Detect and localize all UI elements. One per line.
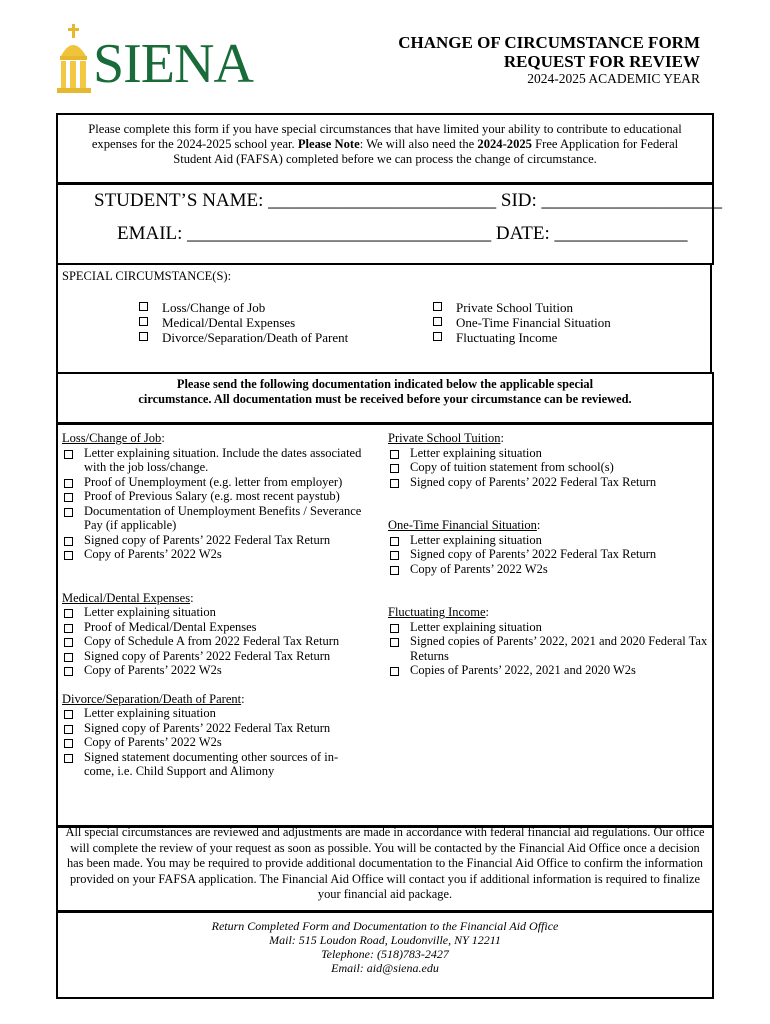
list-item: Letter explaining situation [388, 620, 708, 635]
student-name-sid-field[interactable]: STUDENT’S NAME: ________________________ SID: ___________________ [94, 190, 723, 211]
docs-left-column [62, 431, 382, 779]
list-item: Signed copy of Parents’ 2022 Federal Tax Return [62, 721, 382, 736]
circumstance-item[interactable]: Private School Tuition [433, 300, 611, 315]
checkbox-icon[interactable] [390, 464, 399, 473]
checkbox-icon[interactable] [139, 317, 148, 326]
divorce-heading: Divorce/Separation/Death of Parent [62, 691, 242, 706]
checkbox-icon[interactable] [64, 508, 73, 517]
email-date-field[interactable]: EMAIL: ________________________________ DATE: ______________ [117, 223, 688, 244]
checkbox-icon[interactable] [390, 551, 399, 560]
checkbox-icon[interactable] [390, 624, 399, 633]
checkbox-icon[interactable] [433, 302, 442, 311]
list-item: Copy of Parents’ 2022 W2s [388, 562, 708, 577]
list-item: Letter explaining situation [62, 706, 382, 721]
return-info [60, 919, 710, 975]
list-item: Proof of Previous Salary (e.g. most recent paystub) [62, 489, 382, 504]
list-item: Copy of tuition statement from school(s) [388, 460, 708, 475]
checkbox-icon[interactable] [64, 450, 73, 459]
checkbox-icon[interactable] [64, 493, 73, 502]
circumstance-item[interactable]: One-Time Financial Situation [433, 315, 611, 330]
documentation-notice: Please send the following documentation indicated below the applicable special circumstance. All documentation must be received before your circumstance can be reviewed. [138, 377, 632, 406]
checkbox-icon[interactable] [64, 609, 73, 618]
return-heading: Return Completed Form and Documentation to the Financial Aid Office [211, 919, 559, 933]
checkbox-icon[interactable] [64, 537, 73, 546]
checkbox-icon[interactable] [64, 725, 73, 734]
checkbox-icon[interactable] [64, 653, 73, 662]
checkbox-icon[interactable] [390, 537, 399, 546]
return-mail: Mail: 515 Loudon Road, Loudonville, NY 12211 [269, 933, 501, 947]
siena-logo [55, 22, 275, 98]
intro-box [56, 113, 714, 184]
private-heading: Private School Tuition [388, 431, 501, 445]
onetime-section: One-Time Financial Situation: Letter explaining situation Signed copy of Parents’ 2022 Federal Tax Return Copy of Parents’ 2022 W2s [388, 518, 708, 576]
list-item: Copy of Parents’ 2022 W2s [62, 547, 382, 562]
fluctuating-section: Fluctuating Income: Letter explaining situation Signed copies of Parents’ 2022, 2021 and 2020 Federal Tax Returns Copies of Parents’ 2022, 2021 and 2020 W2s [388, 605, 708, 677]
list-item: Copies of Parents’ 2022, 2021 and 2020 W2s [388, 663, 708, 678]
checkbox-icon[interactable] [64, 624, 73, 633]
checkbox-icon[interactable] [390, 638, 399, 647]
list-item: Signed copy of Parents’ 2022 Federal Tax Return [62, 533, 382, 548]
review-notice: All special circumstances are reviewed and adjustments are made in accordance with federal financial aid regulations. Our office will complete the review of your request as soon as possible. You will be contacted by the Financial Aid Office once a decision has been made. You may be required to provide additional documentation to the Financial Aid Office to confirm the information provided on your FAFSA application. The Financial Aid Office will contact you if additional information is required to finalize your financial aid package. [65, 825, 705, 901]
checkbox-icon[interactable] [433, 317, 442, 326]
checkbox-icon[interactable] [390, 667, 399, 676]
checkbox-icon[interactable] [390, 479, 399, 488]
checkbox-icon[interactable] [64, 667, 73, 676]
academic-year: 2024-2025 ACADEMIC YEAR [527, 71, 700, 86]
intro-note-label: Please Note [297, 137, 360, 151]
list-item: Signed statement documenting other sources of in-come, i.e. Child Support and Alimony [62, 750, 364, 779]
intro-text-c: Free Application for Federal Student Aid (FAFSA) completed before we can process the change of circumstance. [173, 137, 679, 166]
checkbox-icon[interactable] [64, 479, 73, 488]
list-item: Copy of Schedule A from 2022 Federal Tax Return [62, 634, 382, 649]
return-telephone: Telephone: (518)783-2427 [321, 947, 449, 961]
list-item: Proof of Unemployment (e.g. letter from employer) [62, 475, 382, 490]
docs-right-column [388, 431, 708, 678]
logo-wordmark: SIENA [93, 33, 253, 95]
checkbox-icon[interactable] [139, 332, 148, 341]
checkbox-icon[interactable] [64, 739, 73, 748]
circumstance-item[interactable]: Loss/Change of Job [139, 300, 348, 315]
loss-heading: Loss/Change of Job [62, 431, 162, 445]
divorce-section: Divorce/Separation/Death of Parent: Letter explaining situation Signed copy of Parents’ 2022 Federal Tax Return Copy of Parents’ 2022 W2s Signed statement documenting other sources of in-come, i.e. Child Support and Alimony [62, 692, 382, 779]
list-item: Copy of Parents’ 2022 W2s [62, 735, 382, 750]
onetime-heading: One-Time Financial Situation [388, 518, 537, 532]
circumstance-item[interactable]: Medical/Dental Expenses [139, 315, 348, 330]
circumstances-right-list [433, 300, 611, 345]
checkbox-icon[interactable] [64, 710, 73, 719]
list-item: Letter explaining situation. Include the dates associated with the job loss/change. [62, 446, 382, 475]
form-title: CHANGE OF CIRCUMSTANCE FORM [398, 33, 700, 52]
return-email[interactable]: Email: aid@siena.edu [331, 961, 439, 975]
circumstance-item[interactable]: Divorce/Separation/Death of Parent [139, 330, 348, 345]
medical-section: Medical/Dental Expenses: Letter explaining situation Proof of Medical/Dental Expenses Copy of Schedule A from 2022 Federal Tax Return Signed copy of Parents’ 2022 Federal Tax Return Copy of Parents’ 2022 W2s [62, 591, 382, 678]
list-item: Letter explaining situation [388, 446, 708, 461]
list-item: Signed copies of Parents’ 2022, 2021 and 2020 Federal Tax Returns [388, 634, 708, 663]
checkbox-icon[interactable] [64, 551, 73, 560]
checkbox-icon[interactable] [64, 638, 73, 647]
circumstances-left-list [139, 300, 348, 345]
intro-note-year: 2024-2025 [477, 137, 532, 151]
loss-section: Loss/Change of Job: Letter explaining situation. Include the dates associated with the job loss/change. Proof of Unemployment (e.g. letter from employer) Proof of Previous Salary (e.g. most recent paystub) Documentation of Unemployment Benefits / Severance Pay (if applicable) Signed copy of Parents’ 2022 Federal Tax Return Copy of Parents’ 2022 W2s [62, 431, 382, 562]
list-item: Copy of Parents’ 2022 W2s [62, 663, 382, 678]
checkbox-icon[interactable] [139, 302, 148, 311]
medical-heading: Medical/Dental Expenses [62, 590, 191, 605]
list-item: Signed copy of Parents’ 2022 Federal Tax Return [62, 649, 382, 664]
list-item: Signed copy of Parents’ 2022 Federal Tax Return [388, 475, 708, 490]
list-item: Signed copy of Parents’ 2022 Federal Tax Return [388, 547, 708, 562]
list-item: Letter explaining situation [62, 605, 382, 620]
fluctuating-heading: Fluctuating Income [388, 605, 486, 619]
list-item: Documentation of Unemployment Benefits / Severance Pay (if applicable) [62, 504, 382, 533]
circumstances-title: SPECIAL CIRCUMSTANCE(S): [62, 269, 232, 283]
dome-tower-icon [55, 22, 95, 98]
checkbox-icon[interactable] [64, 754, 73, 763]
checkbox-icon[interactable] [390, 566, 399, 575]
checkbox-icon[interactable] [390, 450, 399, 459]
list-item: Proof of Medical/Dental Expenses [62, 620, 382, 635]
list-item: Letter explaining situation [388, 533, 708, 548]
form-subtitle: REQUEST FOR REVIEW [503, 52, 700, 71]
private-section: Private School Tuition: Letter explaining situation Copy of tuition statement from school(s) Signed copy of Parents’ 2022 Federal Tax Return [388, 431, 708, 489]
checkbox-icon[interactable] [433, 332, 442, 341]
intro-text-a: Please complete this form if you have special circumstances that have limited your ability to contribute to educational expenses for the 2024-2025 school year. [88, 122, 682, 151]
circumstance-item[interactable]: Fluctuating Income [433, 330, 611, 345]
intro-text-b: : We will also need the [359, 137, 478, 151]
